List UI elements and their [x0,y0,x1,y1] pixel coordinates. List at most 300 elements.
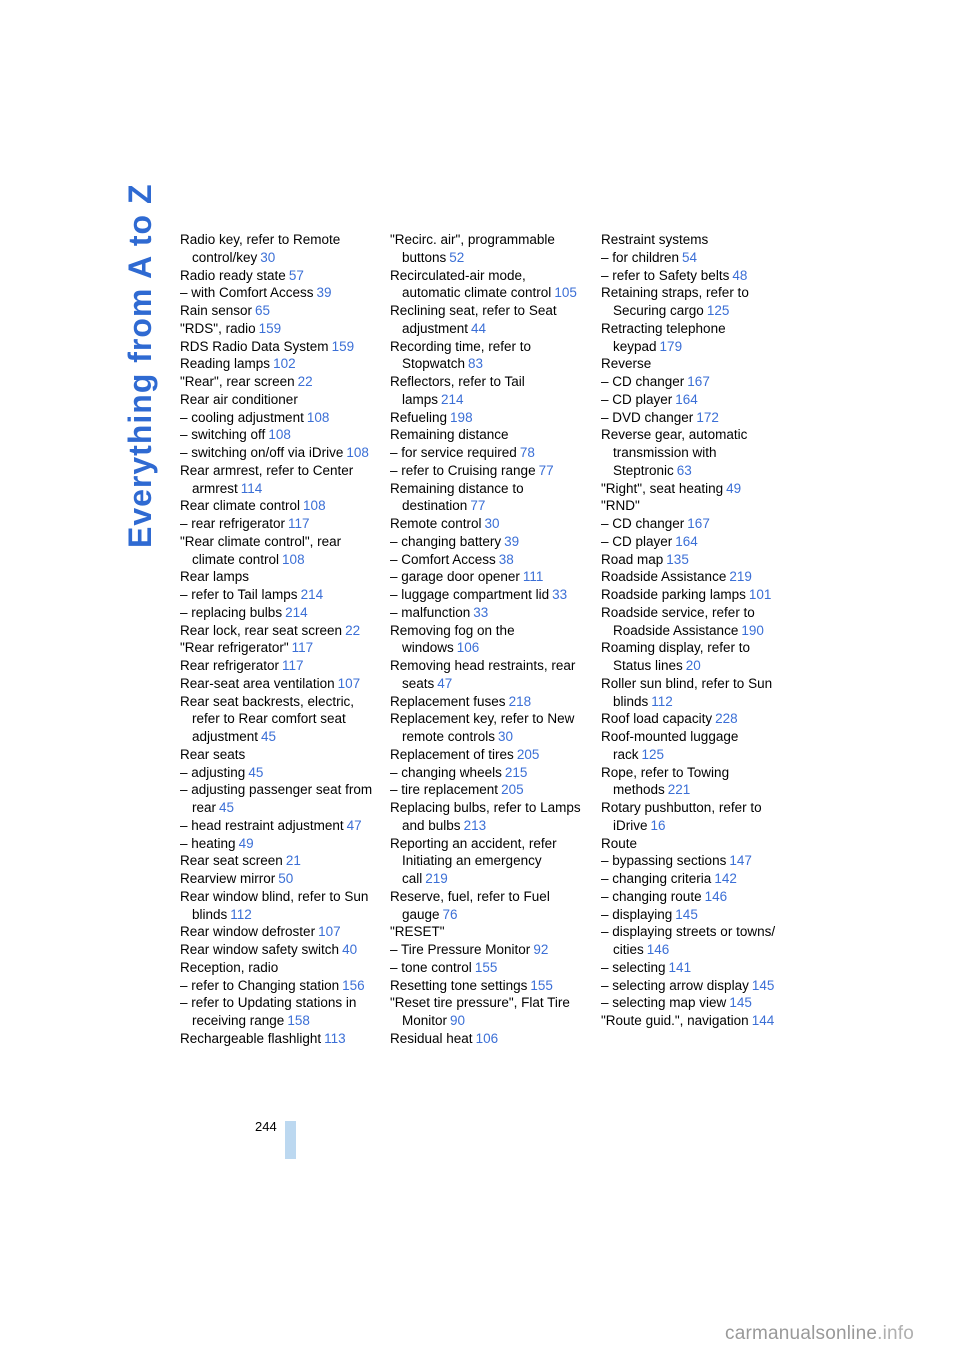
page-reference-link[interactable]: 92 [533,942,549,957]
page-reference-link[interactable]: 21 [285,853,301,869]
index-entry-text: Rear window safety switch [180,942,340,957]
index-entry-text: Rear window blind, refer to Sun blinds [180,888,369,922]
index-entry [601,426,791,479]
page-reference-link[interactable]: 48 [732,267,748,283]
index-column-1 [180,231,378,1048]
index-entry [601,639,791,675]
index-entry-text: Roaming display, refer to Status lines [601,640,751,673]
index-entry [601,320,791,356]
index-entry [390,409,588,427]
page-reference-link[interactable]: 147 [729,853,752,869]
index-entry [180,639,378,657]
index-entry-text: "RESET" [390,924,445,940]
index-entry-text: Rearview mirror [180,871,276,886]
index-entry [601,870,791,888]
index-entry [180,852,378,870]
index-entry-text: – malfunction [390,604,471,620]
page-reference-link[interactable]: 113 [324,1030,346,1046]
index-entry-text: Rain sensor [180,303,253,318]
index-entry-text: Restraint systems [601,232,709,247]
page-reference-link[interactable]: 106 [456,640,480,656]
index-entry-text: Roof-mounted luggage rack [601,729,739,762]
page-reference-link[interactable]: 117 [282,658,304,673]
page-reference-link[interactable]: 159 [258,320,282,336]
page-reference-link[interactable]: 63 [676,462,692,478]
index-entry-text: Roller sun blind, refer to Sun blinds [601,675,773,709]
index-entry-text: Roof load capacity [601,711,713,727]
page-reference-link[interactable]: 45 [248,764,264,780]
index-entry-text: Refueling [390,409,448,425]
index-entry-text: "Recirc. air", programmable buttons [390,232,555,265]
page-reference-link[interactable]: 221 [667,782,691,798]
page-reference-link[interactable]: 22 [297,374,313,389]
page-reference-link[interactable]: 179 [659,338,683,354]
index-entry [601,409,791,427]
index-entry [180,870,378,888]
page-number-bar [285,1121,296,1159]
index-entry [390,373,588,409]
index-entry [180,764,378,782]
index-entry-text: Reclining seat, refer to Seat adjustment [390,303,557,336]
index-entry [390,462,588,480]
index-entry-text: "Reset tire pressure", Flat Tire Monitor [390,995,570,1028]
index-entry-text: – Comfort Access [390,551,496,567]
index-entry [601,675,791,711]
page-reference-link[interactable]: 205 [516,746,540,762]
index-entry-text: Radio ready state [180,267,286,283]
index-entry-text: – selecting arrow display [601,977,749,993]
page-reference-link[interactable]: 190 [741,622,764,638]
page-reference-link[interactable]: 102 [273,356,296,372]
index-entry [601,728,791,764]
page-reference-link[interactable]: 213 [463,817,487,833]
page-reference-link[interactable]: 101 [748,587,772,602]
page-reference-link[interactable]: 77 [538,462,554,478]
page-reference-link[interactable]: 214 [300,587,324,602]
index-entry-text: – selecting map view [601,995,727,1011]
index-entry-text: RDS Radio Data System [180,338,329,354]
section-side-title: Everything from A to Z [122,183,158,548]
index-entry [390,657,588,693]
page-reference-link[interactable]: 108 [282,551,305,567]
index-entry [601,373,791,391]
index-entry [390,781,588,799]
index-entry-text: Reporting an accident, refer Initiating an emergency call [390,835,557,886]
index-entry [601,355,791,373]
index-entry-text: – Tire Pressure Monitor [390,942,531,957]
page-reference-link[interactable]: 39 [316,285,332,301]
index-entry-text: Rear window defroster [180,924,316,940]
page-reference-link[interactable]: 45 [219,800,235,815]
page-reference-link[interactable]: 107 [337,675,361,691]
index-entry-text: – refer to Cruising range [390,462,536,478]
footer-tld: .info [877,1323,915,1344]
index-entry-text: Remaining distance to destination [390,480,524,514]
index-entry [180,746,378,764]
page-reference-link[interactable]: 33 [473,604,489,620]
index-entry [601,551,791,569]
index-entry [390,338,588,374]
index-entry [390,568,588,586]
page-reference-link[interactable]: 47 [437,675,453,691]
index-entry [601,515,791,533]
index-entry-text: Reading lamps [180,356,271,372]
page-reference-link[interactable]: 22 [345,622,361,638]
page-reference-link[interactable]: 52 [449,249,465,265]
page-reference-link[interactable]: 40 [342,942,358,957]
index-entry-text: Remaining distance [390,427,509,443]
page-reference-link[interactable]: 159 [331,338,355,354]
index-entry-text: Rear lamps [180,569,250,585]
index-entry [390,480,588,516]
page-reference-link[interactable]: 54 [682,249,698,265]
index-entry [601,799,791,835]
page-reference-link[interactable]: 65 [255,303,271,318]
index-entry-text: – CD changer [601,516,685,531]
page-reference-link[interactable]: 214 [441,391,464,407]
index-entry-text: Rear refrigerator [180,658,280,673]
index-entry-text: Reverse gear, automatic transmission with Steptronic [601,427,748,478]
index-entry-text: – refer to Tail lamps [180,587,298,602]
page-reference-link[interactable]: 215 [504,764,528,780]
index-entry [180,426,378,444]
index-entry-text: – CD player [601,533,673,549]
index-entry [180,1030,378,1048]
index-entry [390,693,588,711]
index-entry [180,604,378,622]
page-reference-link[interactable]: 112 [651,693,673,709]
index-entry [390,426,588,444]
index-entry-text: – CD changer [601,374,685,389]
index-entry [601,959,791,977]
index-entry [180,355,378,373]
page-reference-link[interactable]: 107 [318,924,341,940]
page-reference-link[interactable]: 117 [288,516,310,531]
index-entry [601,604,791,640]
index-entry-text: – changing wheels [390,764,502,780]
index-entry-text: Radio key, refer to Remote control/key [180,232,341,265]
page-reference-link[interactable]: 39 [504,533,520,549]
page-reference-link[interactable]: 228 [715,711,738,727]
index-entry-text: – adjusting [180,764,246,780]
page-reference-link[interactable]: 20 [685,658,701,673]
index-entry [390,941,588,959]
index-entry-text: Retracting telephone keypad [601,320,726,354]
page-reference-link[interactable]: 172 [696,409,719,425]
index-entry-text: – displaying streets or towns/ cities [601,924,776,957]
index-entry-text: Roadside service, refer to Roadside Assistance [601,604,755,638]
index-entry-text: – rear refrigerator [180,516,286,531]
page-reference-link[interactable]: 106 [475,1030,499,1046]
page-reference-link[interactable]: 49 [238,835,254,851]
index-entry [180,888,378,924]
page-reference-link[interactable]: 108 [306,409,330,425]
index-entry [180,533,378,569]
index-entry-text: – changing criteria [601,871,712,886]
index-entry-text: Rear seat backrests, electric, refer to Rear comfort seat adjustment [180,693,355,744]
index-entry [180,977,378,995]
page-reference-link[interactable]: 198 [450,409,473,425]
page-reference-link[interactable]: 141 [668,959,692,975]
index-entry [180,338,378,356]
index-entry [390,888,588,924]
index-entry [180,568,378,586]
index-entry-text: Recirculated-air mode, automatic climate control [390,267,552,301]
index-entry-text: – displaying [601,906,673,922]
index-entry [180,267,378,285]
index-entry [390,835,588,888]
index-entry [601,764,791,800]
index-entry [180,409,378,427]
page-reference-link[interactable]: 83 [468,356,484,372]
index-entry-text: Roadside Assistance [601,569,727,585]
page-reference-link[interactable]: 78 [519,445,535,460]
page-reference-link[interactable]: 90 [450,1013,466,1028]
index-entry-text: Roadside parking lamps [601,587,746,602]
index-entry-text: Removing fog on the windows [390,622,515,656]
page-reference-link[interactable]: 30 [484,516,500,531]
index-entry-text: Recording time, refer to Stopwatch [390,338,532,372]
page-reference-link[interactable]: 76 [442,906,458,922]
index-entry [601,835,791,853]
page-number: 244 [255,1119,277,1134]
index-entry [390,267,588,303]
index-entry-text: Rear climate control [180,498,301,514]
index-entry-text: – changing battery [390,533,502,549]
index-entry [180,515,378,533]
index-entry-text: – changing route [601,888,702,904]
page-reference-link[interactable]: 47 [346,817,362,833]
index-entry-text: – refer to Updating stations in receiving range [180,995,357,1028]
index-entry [180,320,378,338]
page-reference-link[interactable]: 30 [498,729,514,744]
index-entry [601,391,791,409]
page-reference-link[interactable]: 214 [285,604,308,620]
index-entry-text: Residual heat [390,1030,473,1046]
index-entry [180,994,378,1030]
page-reference-link[interactable]: 205 [501,782,524,798]
page-reference-link[interactable]: 145 [751,977,775,993]
index-entry [390,923,588,941]
index-entry [180,817,378,835]
index-entry [180,586,378,604]
page-reference-link[interactable]: 146 [646,942,670,957]
index-entry-text: – garage door opener [390,569,520,585]
index-entry [180,959,378,977]
page-reference-link[interactable]: 50 [278,871,294,886]
page-reference-link[interactable]: 44 [471,320,487,336]
index-entry-text: – CD player [601,391,673,407]
index-entry-text: Retaining straps, refer to Securing cargo [601,285,749,318]
index-entry [390,1030,588,1048]
index-entry [390,302,588,338]
index-entry-text: Reverse [601,356,652,372]
index-entry [390,746,588,764]
index-entry [601,923,791,959]
page-reference-link[interactable]: 45 [261,729,277,744]
page-reference-link[interactable]: 108 [346,445,369,460]
index-entry-text: "Rear", rear screen [180,374,295,389]
page-reference-link[interactable]: 219 [729,569,752,585]
index-entry-text: "Right", seat heating [601,480,724,496]
page-reference-link[interactable]: 146 [704,888,728,904]
index-entry [601,888,791,906]
index-entry-text: Replacing bulbs, refer to Lamps and bulbs [390,800,581,833]
index-entry-text: Road map [601,551,664,567]
index-entry-text: – for service required [390,445,517,460]
index-entry [180,941,378,959]
index-entry [601,586,791,604]
index-entry [180,391,378,409]
index-entry-text: – tire replacement [390,782,499,798]
page-reference-link[interactable]: 117 [291,640,314,656]
index-entry-text: – refer to Changing station [180,977,340,993]
index-entry-text: Route [601,835,638,851]
index-entry-text: – switching on/off via iDrive [180,445,344,460]
index-entry [390,710,588,746]
index-entry-text: Rear air conditioner [180,391,298,407]
index-entry [180,444,378,462]
page-reference-link[interactable]: 49 [726,480,742,496]
index-entry-text: Replacement fuses [390,693,506,709]
index-entry-text: Rope, refer to Towing methods [601,764,730,798]
page-reference-link[interactable]: 38 [498,551,514,567]
index-column-3 [601,231,791,1030]
page-reference-link[interactable]: 164 [675,391,698,407]
index-entry [390,551,588,569]
index-entry-text: Rear lock, rear seat screen [180,622,343,638]
page-reference-link[interactable]: 218 [508,693,532,709]
page-reference-link[interactable]: 167 [687,374,710,389]
index-entry-text: – replacing bulbs [180,604,283,620]
index-entry [180,693,378,746]
index-entry-text: – DVD changer [601,409,694,425]
page-reference-link[interactable]: 112 [230,906,252,922]
index-entry [390,799,588,835]
index-entry [601,231,791,249]
index-entry [390,444,588,462]
index-entry [601,994,791,1012]
index-entry [180,302,378,320]
index-entry [180,497,378,515]
index-entry-text: "RND" [601,498,640,514]
index-entry-text: Reserve, fuel, refer to Fuel gauge [390,888,550,922]
page-reference-link[interactable]: 158 [287,1013,310,1028]
index-entry [601,249,791,267]
page-reference-link[interactable]: 142 [714,871,737,886]
page-reference-link[interactable]: 57 [288,267,304,283]
index-entry [601,852,791,870]
page-reference-link[interactable]: 135 [666,551,689,567]
index-entry [390,977,588,995]
page-reference-link[interactable]: 219 [425,871,448,886]
page-reference-link[interactable]: 156 [342,977,365,993]
index-entry-text: Resetting tone settings [390,977,528,993]
index-entry-text: Rear-seat area ventilation [180,675,335,691]
index-entry-text: Remote control [390,516,482,531]
index-entry [390,231,588,267]
index-entry [390,515,588,533]
index-entry-text: – luggage compartment lid [390,587,550,602]
index-column-2 [390,231,588,1048]
page-reference-link[interactable]: 167 [687,516,710,531]
footer-site: carmanualsonline [725,1323,878,1344]
index-entry [180,781,378,817]
index-entry [390,533,588,551]
index-entry-text: – bypassing sections [601,853,727,869]
index-entry [601,906,791,924]
index-entry-text: Reflectors, refer to Tail lamps [390,374,525,407]
page-reference-link[interactable]: 105 [554,285,577,301]
page-reference-link[interactable]: 30 [260,249,276,265]
index-entry [180,675,378,693]
index-entry [601,284,791,320]
page-reference-link[interactable]: 144 [751,1013,775,1028]
index-entry [601,497,791,515]
index-entry-text: – selecting [601,959,666,975]
index-entry [601,480,791,498]
index-entry [390,959,588,977]
index-entry [180,462,378,498]
page-reference-link[interactable]: 125 [706,303,730,318]
page-reference-link[interactable]: 33 [552,587,568,602]
index-entry-text: Rear seats [180,746,246,762]
page-reference-link[interactable]: 145 [729,995,752,1011]
index-entry [180,923,378,941]
page-reference-link[interactable]: 114 [240,480,263,496]
index-entry-text: Replacement of tires [390,746,514,762]
page-reference-link[interactable]: 155 [474,959,498,975]
index-entry-text: Rechargeable flashlight [180,1030,322,1046]
index-entry-text: Rotary pushbutton, refer to iDrive [601,800,762,833]
index-entry-text: "RDS", radio [180,320,256,336]
index-entry-text: – for children [601,249,680,265]
index-entry [601,568,791,586]
index-entry [180,373,378,391]
index-entry [180,835,378,853]
index-entry-text: – switching off [180,427,266,443]
index-entry-text: – refer to Safety belts [601,267,730,283]
page-reference-link[interactable]: 16 [650,817,666,833]
index-entry-text: Removing head restraints, rear seats [390,658,576,691]
index-entry-text: – head restraint adjustment [180,817,344,833]
index-entry [180,284,378,302]
index-entry [601,533,791,551]
index-entry [601,1012,791,1030]
page-reference-link[interactable]: 111 [522,569,544,585]
page-reference-link[interactable]: 108 [268,427,291,443]
index-entry-text: – with Comfort Access [180,285,314,301]
index-entry-text: Replacement key, refer to New remote controls [390,711,575,744]
page-reference-link[interactable]: 145 [675,906,698,922]
page-reference-link[interactable]: 125 [641,746,665,762]
index-entry [390,994,588,1030]
page-reference-link[interactable]: 108 [303,498,326,514]
index-entry [180,657,378,675]
index-entry [390,586,588,604]
index-entry [390,622,588,658]
page-reference-link[interactable]: 164 [675,533,698,549]
index-entry-text: – heating [180,835,236,851]
page-reference-link[interactable]: 77 [470,498,486,514]
index-entry-text: Reception, radio [180,959,279,975]
index-entry [390,764,588,782]
index-entry-text: "Route guid.", navigation [601,1013,749,1028]
index-entry-text: – cooling adjustment [180,409,304,425]
page-reference-link[interactable]: 155 [530,977,553,993]
index-entry [390,604,588,622]
index-entry-text: "Rear refrigerator" [180,640,289,656]
